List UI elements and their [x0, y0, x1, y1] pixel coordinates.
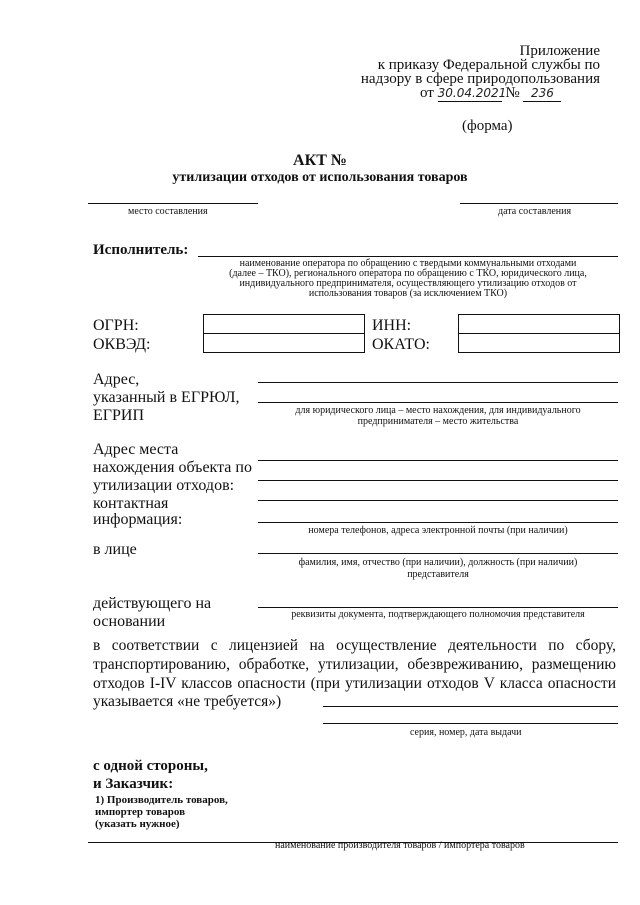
facility-line-4[interactable] — [258, 522, 618, 523]
license-text-3: отходов I-IV классов опасности (при утилизации отходов V класса опасности — [93, 675, 616, 692]
person-caption-2: представителя — [407, 569, 469, 580]
address-caption-1: для юридического лица – место нахождения, для индивидуального — [295, 405, 581, 416]
person-line[interactable] — [258, 553, 618, 554]
place-caption: место составления — [128, 206, 208, 217]
executor-caption-3: индивидуального предпринимателя, осуществляющего утилизацию отходов от — [239, 278, 577, 289]
executor-label: Исполнитель: — [93, 242, 189, 258]
license-text-2: транспортированию, обработке, утилизации, обезвреживанию, размещению — [93, 656, 616, 673]
date-caption: дата составления — [498, 206, 572, 217]
appendix-line1: Приложение — [519, 43, 600, 59]
facility-line-2[interactable] — [258, 480, 618, 481]
date-line[interactable] — [460, 203, 618, 204]
facility-label-2: нахождения объекта по — [93, 459, 252, 476]
facility-line-3[interactable] — [258, 500, 618, 501]
basis-line[interactable] — [258, 607, 618, 608]
document-title: АКТ № — [293, 152, 347, 169]
inn-input[interactable] — [458, 314, 620, 334]
facility-line-1[interactable] — [258, 460, 618, 461]
address-label-3: ЕГРИП — [93, 407, 145, 424]
place-line[interactable] — [88, 203, 258, 204]
customer-caption: наименование производителя товаров / импортера товаров — [275, 840, 525, 851]
executor-caption-2: (далее – ТКО), регионального оператора по обращению с ТКО, юридического лица, — [229, 268, 587, 279]
basis-label-2: основании — [93, 613, 166, 630]
one-side-label: с одной стороны, — [93, 758, 208, 774]
okato-input[interactable] — [458, 333, 620, 353]
customer-item-2: импортер товаров — [95, 806, 186, 818]
customer-item-1: 1) Производитель товаров, — [95, 794, 228, 806]
facility-caption: номера телефонов, адреса электронной почты (при наличии) — [308, 525, 568, 536]
okved-input[interactable] — [203, 333, 365, 353]
inn-label: ИНН: — [372, 317, 412, 334]
okved-label: ОКВЭД: — [93, 336, 151, 353]
license-line-2[interactable] — [323, 723, 618, 724]
address-line-1[interactable] — [258, 382, 618, 383]
executor-caption-4: использования товаров (за исключением ТКО) — [308, 288, 508, 299]
document-subtitle: утилизации отходов от использования товаров — [172, 170, 468, 185]
appendix-line3: надзору в сфере природопользования — [360, 71, 600, 87]
facility-label-1: Адрес места — [93, 441, 179, 458]
license-caption: серия, номер, дата выдачи — [410, 727, 522, 738]
facility-label-5: информация: — [93, 511, 183, 528]
ogrn-label: ОГРН: — [93, 317, 139, 334]
license-text-1: в соответствии с лицензией на осуществление деятельности по сбору, — [93, 637, 616, 654]
basis-caption: реквизиты документа, подтверждающего полномочия представителя — [291, 609, 585, 620]
customer-item-3: (указать нужное) — [95, 818, 180, 830]
person-label: в лице — [93, 541, 137, 558]
appendix-number: 236 — [523, 86, 561, 102]
appendix-date-row — [420, 86, 600, 102]
appendix-date: 30.04.2021 — [437, 86, 507, 100]
ogrn-input[interactable] — [203, 314, 365, 334]
address-line-2[interactable] — [258, 402, 618, 403]
executor-caption-1: наименование оператора по обращению с твердыми коммунальными отходами — [239, 258, 577, 269]
license-text-4: указывается «не требуется») — [93, 693, 282, 710]
person-caption-1: фамилия, имя, отчество (при наличии), должность (при наличии) — [298, 557, 578, 568]
address-label-2: указанный в ЕГРЮЛ, — [93, 389, 240, 406]
executor-line[interactable] — [198, 256, 618, 257]
appendix-ot: от — [420, 85, 434, 101]
customer-label: и Заказчик: — [93, 776, 174, 792]
address-caption-2: предпринимателя – место жительства — [357, 416, 519, 427]
appendix-line2: к приказу Федеральной службы по — [377, 57, 600, 73]
license-line-1[interactable] — [323, 706, 618, 707]
okato-label: ОКАТО: — [372, 336, 430, 353]
basis-label-1: действующего на — [93, 595, 212, 612]
facility-label-4: контактная — [93, 495, 169, 512]
facility-label-3: утилизации отходов: — [93, 477, 235, 494]
form-label: (форма) — [462, 118, 513, 134]
address-label-1: Адрес, — [93, 371, 140, 388]
appendix-no-label: № — [505, 85, 520, 101]
